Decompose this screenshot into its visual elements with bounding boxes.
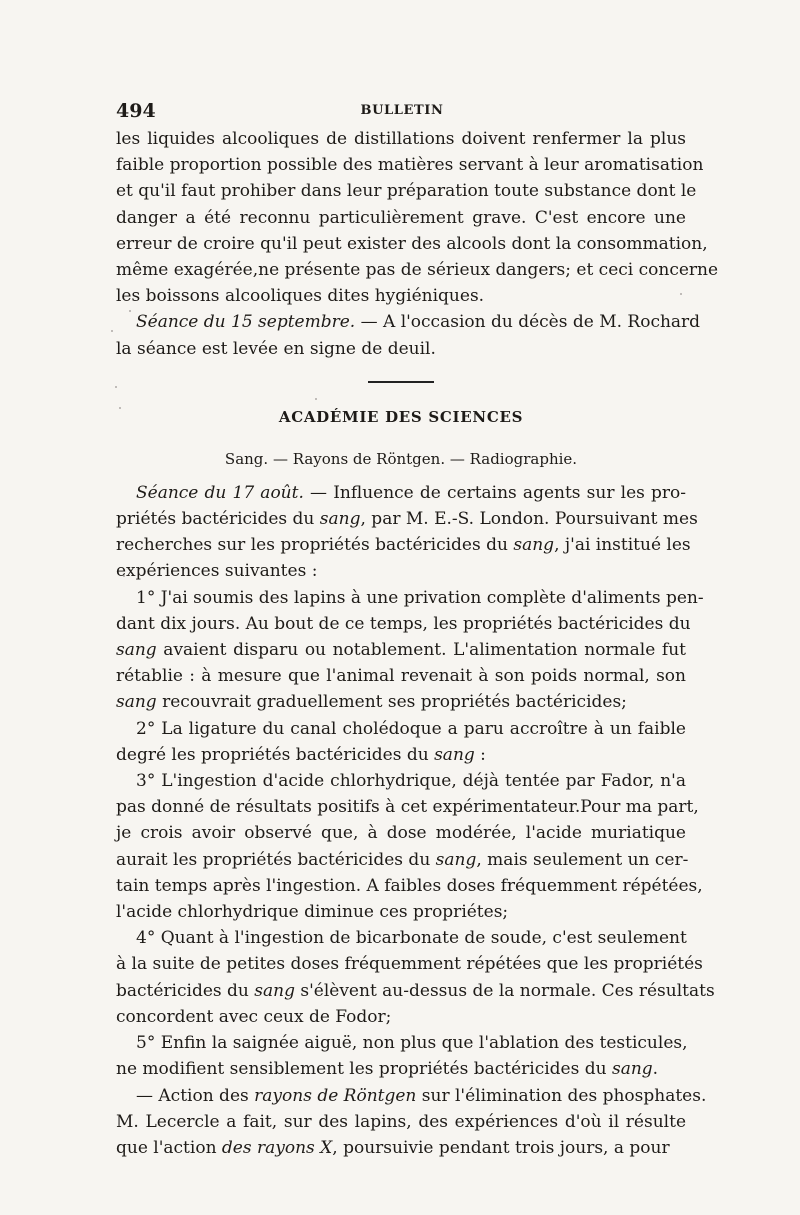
item-line: je crois avoir observé que, à dose modérée, l'acide muriatique — [116, 823, 686, 844]
intro-line: les liquides alcooliques de distillations doivent renfermer la plus — [116, 129, 686, 149]
item-text: , mais seulement un cer- — [476, 849, 689, 870]
paragraph-text: , j'ai institué les — [554, 535, 691, 556]
rayons-x-term: des rayons X — [221, 1137, 333, 1158]
item-text: . — [652, 1059, 659, 1080]
item-line — [116, 689, 686, 715]
item-line: concordent avec ceux de Fodor; — [116, 1006, 392, 1027]
action-line — [116, 1083, 707, 1109]
intro-line: erreur de croire qu'il peut exister des alcools dont la consommation, — [116, 233, 708, 254]
item-5 — [116, 1030, 686, 1082]
item-line: l'acide chlorhydrique diminue ces propriétes; — [116, 902, 509, 923]
sang-term: sang — [611, 1059, 653, 1080]
intro-paragraph — [116, 126, 719, 309]
sang-term: sang — [116, 692, 157, 713]
item-line — [116, 742, 686, 768]
item-line: tain temps après l'ingestion. A faibles doses fréquemment répétées, — [116, 875, 703, 896]
action-line: M. Lecercle a fait, sur des lapins, des expériences d'où il résulte — [116, 1111, 686, 1132]
item-1 — [116, 585, 704, 716]
item-line: 4° Quant à l'ingestion de bicarbonate de soude, c'est seulement — [136, 928, 687, 949]
item-text: recouvrait graduellement ses propriétés bactéricides; — [156, 692, 627, 713]
action-text: sur l'élimination des phosphates. — [416, 1085, 707, 1106]
intro-line: faible proportion possible des matières servant à leur aromatisation — [116, 155, 704, 176]
paragraph-line — [116, 480, 686, 506]
action-line — [116, 1135, 686, 1161]
paper-speck — [507, 1121, 509, 1123]
paper-speck — [680, 293, 682, 295]
paragraph-line — [116, 506, 698, 532]
item-line: pas donné de résultats positifs à cet expérimentateur.Pour ma part, — [116, 797, 699, 818]
paragraph-text: recherches sur les propriétés bactéricides du — [116, 535, 514, 556]
item-line: rétablie : à mesure que l'animal revenait à son poids normal, son — [116, 666, 686, 687]
seance-text: — A l'occasion du décès de M. Rochard — [355, 312, 701, 333]
action-text: , poursuivie pendant trois jours, a pour — [332, 1137, 670, 1158]
item-line: 1° J'ai soumis des lapins à une privation complète d'aliments pen- — [136, 587, 704, 608]
section-subtitle: Sang. — Rayons de Röntgen. — Radiographie. — [224, 449, 578, 468]
paragraph-text: priétés bactéricides du — [116, 509, 320, 530]
running-head: BULLETIN — [360, 103, 444, 118]
paragraph-line — [116, 532, 691, 558]
item-line: à la suite de petites doses fréquemment répétées que les propriétés — [116, 954, 703, 975]
item-2 — [116, 716, 686, 768]
page-header — [116, 97, 688, 125]
intro-line: même exagérée,ne présente pas de sérieux dangers; et ceci concerne — [116, 260, 719, 281]
item-line — [116, 978, 715, 1004]
paper-speck — [129, 310, 131, 312]
item-text: s'élèvent au-dessus de la normale. Ces résultats — [294, 980, 715, 1001]
item-text: bactéricides du — [116, 980, 255, 1001]
item-line: 2° La ligature du canal cholédoque a paru accroître à un faible — [136, 718, 686, 739]
item-4 — [116, 925, 715, 1030]
seance-paragraph — [116, 309, 701, 361]
item-line — [116, 1056, 686, 1082]
action-paragraph — [116, 1083, 707, 1162]
item-text: avaient disparu ou notablement. L'alimentation normale fut — [156, 640, 686, 661]
sang-term: sang — [319, 509, 361, 530]
paper-speck — [115, 386, 117, 388]
item-text: degré les propriétés bactéricides du — [116, 744, 435, 765]
paper-speck — [123, 575, 125, 577]
section-title: ACADÉMIE DES SCIENCES — [278, 407, 524, 426]
academie-paragraph — [116, 480, 698, 585]
rontgen-term: rayons de Röntgen — [254, 1085, 417, 1106]
paper-speck — [119, 407, 121, 409]
item-line — [116, 847, 689, 873]
paper-speck — [120, 802, 122, 804]
seance-line — [116, 309, 701, 335]
sang-term: sang — [116, 640, 157, 661]
seance-label: Séance du 15 septembre. — [136, 312, 356, 333]
page-number: 494 — [116, 100, 156, 122]
item-line: 5° Enfin la saignée aiguë, non plus que l'ablation des testicules, — [136, 1033, 688, 1054]
item-3 — [116, 768, 703, 925]
sang-term: sang — [513, 535, 555, 556]
seance-line: la séance est levée en signe de deuil. — [116, 338, 436, 359]
sang-term: sang — [435, 849, 477, 870]
seance-date-label: Séance du 17 août. — [136, 482, 304, 503]
page-content — [116, 126, 719, 1161]
paragraph-text: , par M. E.-S. London. Poursuivant mes — [360, 509, 698, 530]
paragraph-text: — Influence de certains agents sur les pro- — [303, 482, 687, 503]
item-text: aurait les propriétés bactéricides du — [116, 849, 436, 870]
sang-term: sang — [434, 744, 475, 765]
intro-line: danger a été reconnu particulièrement grave. C'est encore une — [116, 207, 686, 228]
action-text: que l'action — [116, 1137, 222, 1158]
item-text: ne modifient sensiblement les propriétés bactéricides du — [116, 1059, 612, 1080]
item-text: : — [474, 744, 486, 765]
item-line: dant dix jours. Au bout de ce temps, les propriétés bactéricides du — [116, 613, 691, 634]
sang-term: sang — [254, 980, 295, 1001]
paper-speck — [111, 330, 113, 332]
paragraph-line: expériences suivantes : — [116, 561, 318, 582]
intro-line: les boissons alcooliques dites hygiéniques. — [116, 286, 485, 307]
intro-line: et qu'il faut prohiber dans leur préparation toute substance dont le — [116, 181, 697, 202]
item-line: 3° L'ingestion d'acide chlorhydrique, déjà tentée par Fador, n'a — [136, 771, 686, 792]
action-text: — Action des — [136, 1085, 255, 1106]
paper-speck — [315, 398, 317, 400]
item-line — [116, 637, 686, 663]
section-divider — [368, 381, 434, 383]
